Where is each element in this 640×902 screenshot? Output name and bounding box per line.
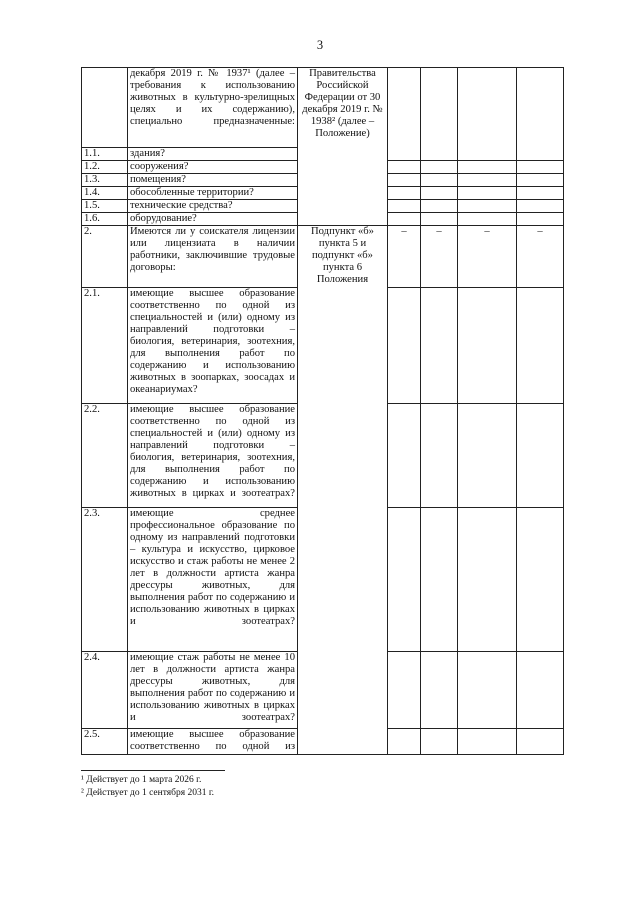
- answer-cell: [458, 288, 517, 404]
- answer-cell: [421, 508, 458, 652]
- dash-mark: –: [421, 226, 458, 288]
- answer-cell: [458, 187, 517, 200]
- answer-cell: [517, 68, 564, 161]
- reference-cell: Правительства Российской Федерации от 30 декабря 2019 г. № 1938² (далее – Положение): [298, 68, 388, 226]
- answer-cell: [458, 174, 517, 187]
- answer-cell: [458, 404, 517, 508]
- row-number: 1.1.: [82, 148, 128, 161]
- answer-cell: [458, 508, 517, 652]
- row-number: 2.1.: [82, 288, 128, 404]
- row-number: 1.6.: [82, 213, 128, 226]
- answer-cell: [458, 161, 517, 174]
- row-number: 1.5.: [82, 200, 128, 213]
- answer-cell: [388, 187, 421, 200]
- answer-cell: [388, 213, 421, 226]
- row-number: 2.5.: [82, 729, 128, 755]
- answer-cell: [517, 404, 564, 508]
- requirement-text: помещения?: [128, 174, 298, 187]
- row-number: 1.2.: [82, 161, 128, 174]
- answer-cell: [517, 213, 564, 226]
- answer-cell: [388, 729, 421, 755]
- row-number: 2.2.: [82, 404, 128, 508]
- answer-cell: [388, 161, 421, 174]
- answer-cell: [388, 200, 421, 213]
- row-number: 2.: [82, 226, 128, 288]
- requirement-text: декабря 2019 г. № 1937¹ (далее – требования к использованию животных в культурно-зрелищных целях и их содержанию), специально предназначенные:: [128, 68, 298, 148]
- answer-cell: [421, 404, 458, 508]
- answer-cell: [421, 174, 458, 187]
- answer-cell: [517, 200, 564, 213]
- answer-cell: [458, 213, 517, 226]
- answer-cell: [388, 404, 421, 508]
- answer-cell: [388, 652, 421, 729]
- answer-cell: [517, 161, 564, 174]
- dash-mark: –: [388, 226, 421, 288]
- table-row: [82, 68, 564, 148]
- answer-cell: [388, 288, 421, 404]
- requirement-text: здания?: [128, 148, 298, 161]
- requirement-text: сооружения?: [128, 161, 298, 174]
- dash-mark: –: [517, 226, 564, 288]
- answer-cell: [517, 174, 564, 187]
- footnote-1: ¹ Действует до 1 марта 2026 г.: [81, 775, 202, 785]
- answer-cell: [388, 174, 421, 187]
- answer-cell: [458, 200, 517, 213]
- answer-cell: [517, 288, 564, 404]
- answer-cell: [517, 187, 564, 200]
- answer-cell: [458, 68, 517, 161]
- answer-cell: [421, 729, 458, 755]
- checklist-table: [81, 67, 564, 755]
- requirement-text: оборудование?: [128, 213, 298, 226]
- answer-cell: [421, 68, 458, 161]
- requirement-text: имеющие стаж работы не менее 10 лет в должности артиста жанра дрессуры животных, для выполнения работ по содержанию и использованию животных в цирках и зоотеатрах?: [128, 652, 298, 729]
- answer-cell: [421, 652, 458, 729]
- answer-cell: [421, 161, 458, 174]
- row-number: 2.4.: [82, 652, 128, 729]
- footnote-divider: [81, 770, 225, 771]
- answer-cell: [388, 508, 421, 652]
- page-number: 3: [316, 38, 324, 52]
- requirement-text: имеющие среднее профессиональное образование по одному из направлений подготовки – культура и искусство, цирковое искусство и стаж работы не менее 2 лет в должности артиста жанра дрессуры животных, для выполнения работ по содержанию и использованию животных в цирках и зоотеатрах?: [128, 508, 298, 652]
- row-number: [82, 68, 128, 148]
- requirement-text: Имеются ли у соискателя лицензии или лицензиата в наличии работники, заключившие трудовые договоры:: [128, 226, 298, 288]
- answer-cell: [421, 213, 458, 226]
- answer-cell: [458, 729, 517, 755]
- requirement-text: имеющие высшее образование соответственно по одной из специальностей и (или) одному из направлений подготовки – биология, ветеринария, зоотехния, для выполнения работ по содержанию и использованию животных в зоопарках, зоосадах и океанариумах?: [128, 288, 298, 404]
- row-number: 1.4.: [82, 187, 128, 200]
- dash-mark: –: [458, 226, 517, 288]
- requirement-text: обособленные территории?: [128, 187, 298, 200]
- requirement-text: имеющие высшее образование соответственно по одной из: [128, 729, 298, 755]
- requirement-text: имеющие высшее образование соответственно по одной из специальностей и (или) одному из направлений подготовки – биология, ветеринария, зоотехния, для выполнения работ по содержанию и использованию животных в цирках и зоотеатрах?: [128, 404, 298, 508]
- answer-cell: [458, 652, 517, 729]
- row-number: 1.3.: [82, 174, 128, 187]
- answer-cell: [421, 288, 458, 404]
- answer-cell: [517, 508, 564, 652]
- answer-cell: [421, 200, 458, 213]
- reference-cell: Подпункт «б» пункта 5 и подпункт «б» пункта 6 Положения: [298, 226, 388, 755]
- requirement-text: технические средства?: [128, 200, 298, 213]
- answer-cell: [388, 68, 421, 161]
- row-number: 2.3.: [82, 508, 128, 652]
- answer-cell: [517, 729, 564, 755]
- answer-cell: [421, 187, 458, 200]
- answer-cell: [517, 652, 564, 729]
- table-row: [82, 226, 564, 288]
- footnote-2: ² Действует до 1 сентября 2031 г.: [81, 788, 215, 798]
